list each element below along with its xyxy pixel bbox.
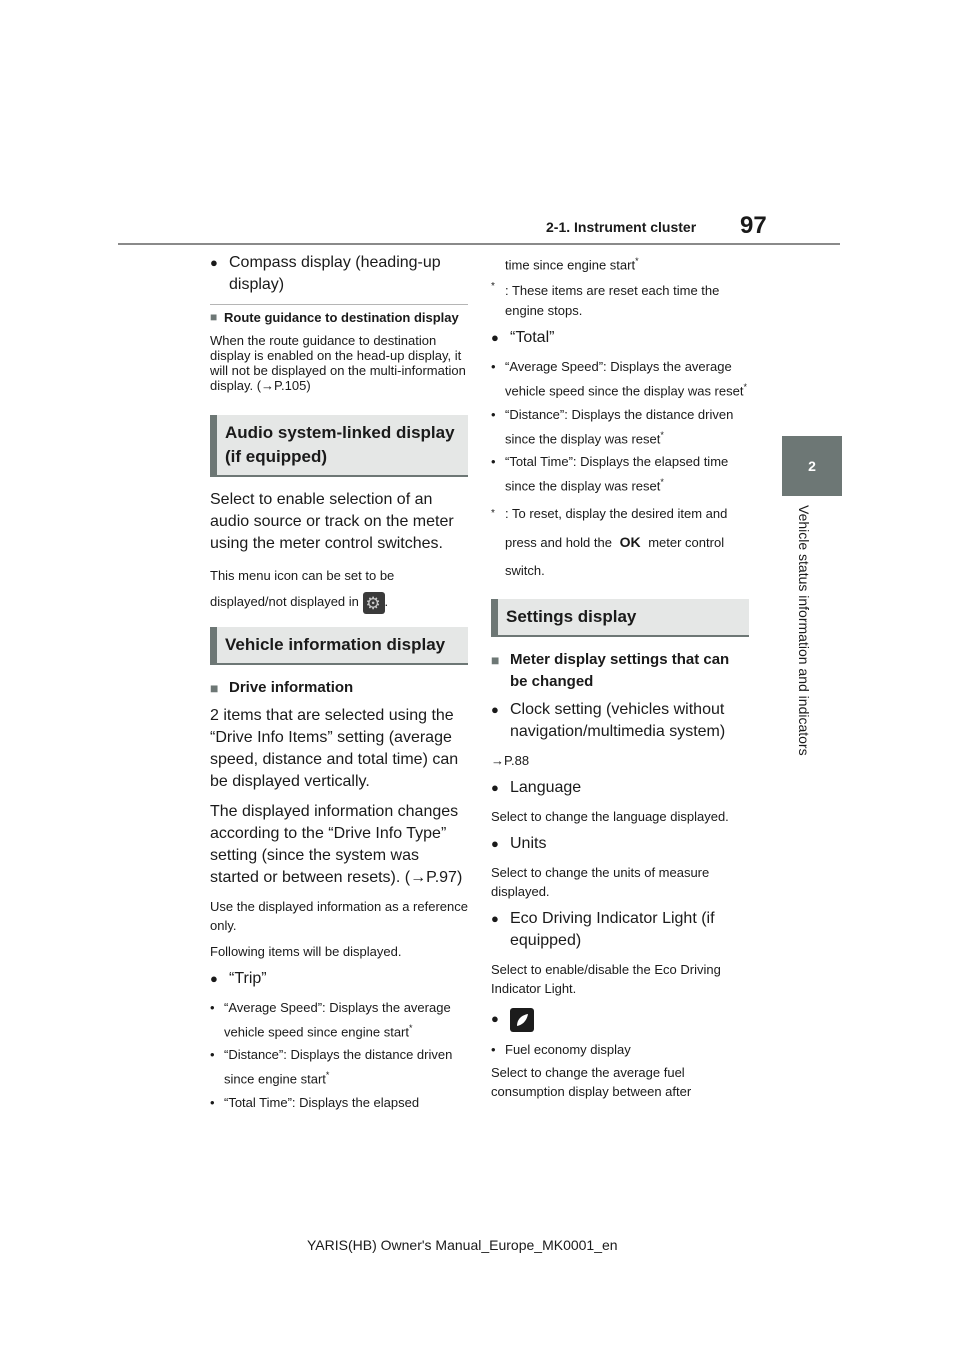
route-guidance-text: When the route guidance to destination display is enabled on the head-up display, it will not be displayed on the multi-information display. (→P.105) [210, 333, 466, 393]
compass-bullet: ● Compass display (heading-up display) [210, 252, 468, 296]
total-bullet: ● “Total” [491, 327, 749, 349]
note-reset-engine-text: : These items are reset each time the engine stops. [505, 283, 720, 319]
chapter-tab-label: Vehicle status information and indicators [796, 505, 812, 756]
drive-info-note-1: Use the displayed information as a reference only. [210, 899, 468, 933]
settings-section-title: Settings display [491, 599, 749, 637]
fuel-economy-text: Select to change the average fuel consumption display between after [491, 1065, 692, 1100]
eco-indicator-bullet: ● Eco Driving Indicator Light (if equipped) [491, 908, 749, 952]
note-reset-display-end: meter control switch. [505, 535, 725, 579]
note-reset-display: * : To reset, display the desired item and press and hold the OK meter control switch. [491, 506, 728, 579]
trip-total-time-cont-text: time since engine start [505, 257, 636, 273]
units-bullet: ● Units [491, 833, 749, 855]
eco-leaf-icon [510, 1008, 534, 1032]
settings-gear-icon [363, 592, 385, 614]
audio-section-title: Audio system-linked display (if equipped) [210, 415, 468, 477]
clock-setting-bullet: ● Clock setting (vehicles without navigation/multimedia system) [491, 699, 749, 743]
right-column [491, 252, 749, 1108]
vehicle-info-section-title: Vehicle information display [210, 627, 468, 665]
drive-info-note-2: Following items will be displayed. [210, 944, 402, 959]
fuel-economy-item: • Fuel economy display [491, 1040, 749, 1060]
trip-bullet: ● “Trip” [210, 968, 468, 990]
units-text: Select to change the units of measure displayed. [491, 865, 710, 900]
chapter-tab [782, 436, 842, 496]
chapter-tab-number: 2 [808, 458, 816, 474]
note-reset-display-text: : To reset, display the desired item and press and hold the [505, 506, 728, 551]
meter-settings-heading: ■ Meter display settings that can be changed [491, 649, 749, 693]
drive-info-heading: ■ Drive information [210, 677, 468, 699]
trip-item-distance: • “Distance”: Displays the distance driven since engine start* [210, 1045, 468, 1089]
audio-note [210, 563, 468, 615]
note-reset-engine: * : These items are reset each time the engine stops. [491, 281, 720, 319]
trip-total-time-cont: time since engine start* [505, 256, 639, 273]
total-item-total-time: • “Total Time”: Displays the elapsed time since the display was reset* [491, 452, 749, 496]
total-item-distance: • “Distance”: Displays the distance driven since the display was reset* [491, 405, 749, 449]
total-item-distance-text: “Distance”: Displays the distance driven since the display was reset [505, 406, 734, 446]
total-item-average-speed-text: “Average Speed”: Displays the average vehicle speed since the display was reset [505, 359, 744, 399]
eco-indicator-text: Select to enable/disable the Eco Driving Indicator Light. [491, 962, 721, 997]
drive-info-text-1: 2 items that are selected using the “Drive Info Items” setting (average speed, distance and total time) can be displayed vertically. [210, 707, 459, 790]
trip-item-total-time: • “Total Time”: Displays the elapsed [210, 1093, 468, 1113]
language-text: Select to change the language displayed. [491, 809, 729, 825]
trip-item-average-speed-text: “Average Speed”: Displays the average vehicle speed since engine start [224, 1000, 451, 1040]
drive-info-text-2: The displayed information changes according to the “Drive Info Type” setting (since the system was started or between resets). (→P.97) [210, 803, 463, 886]
trip-item-distance-text: “Distance”: Displays the distance driven since engine start [224, 1047, 453, 1087]
clock-setting-ref: →P.88 [491, 753, 530, 769]
left-column [210, 252, 468, 1116]
audio-note-text: This menu icon can be set to be displayed/not displayed in [210, 568, 395, 609]
section-header: 2-1. Instrument cluster [546, 219, 697, 235]
audio-note-end: . [384, 594, 389, 609]
divider [210, 304, 468, 305]
route-guidance-heading: ■ Route guidance to destination display [210, 311, 468, 325]
eco-leaf-bullet [491, 1008, 749, 1032]
total-item-average-speed: • “Average Speed”: Displays the average vehicle speed since the display was reset* [491, 357, 749, 401]
page-number: 97 [740, 212, 767, 239]
trip-item-average-speed: • “Average Speed”: Displays the average vehicle speed since engine start* [210, 998, 468, 1042]
ok-button-icon: OK [619, 534, 641, 551]
language-bullet: ● Language [491, 777, 749, 799]
footer: YARIS(HB) Owner's Manual_Europe_MK0001_en [307, 1237, 618, 1253]
header-rule [118, 243, 840, 245]
audio-text: Select to enable selection of an audio source or track on the meter using the meter control switches. [210, 491, 454, 552]
total-item-total-time-text: “Total Time”: Displays the elapsed time since the display was reset [505, 453, 729, 494]
